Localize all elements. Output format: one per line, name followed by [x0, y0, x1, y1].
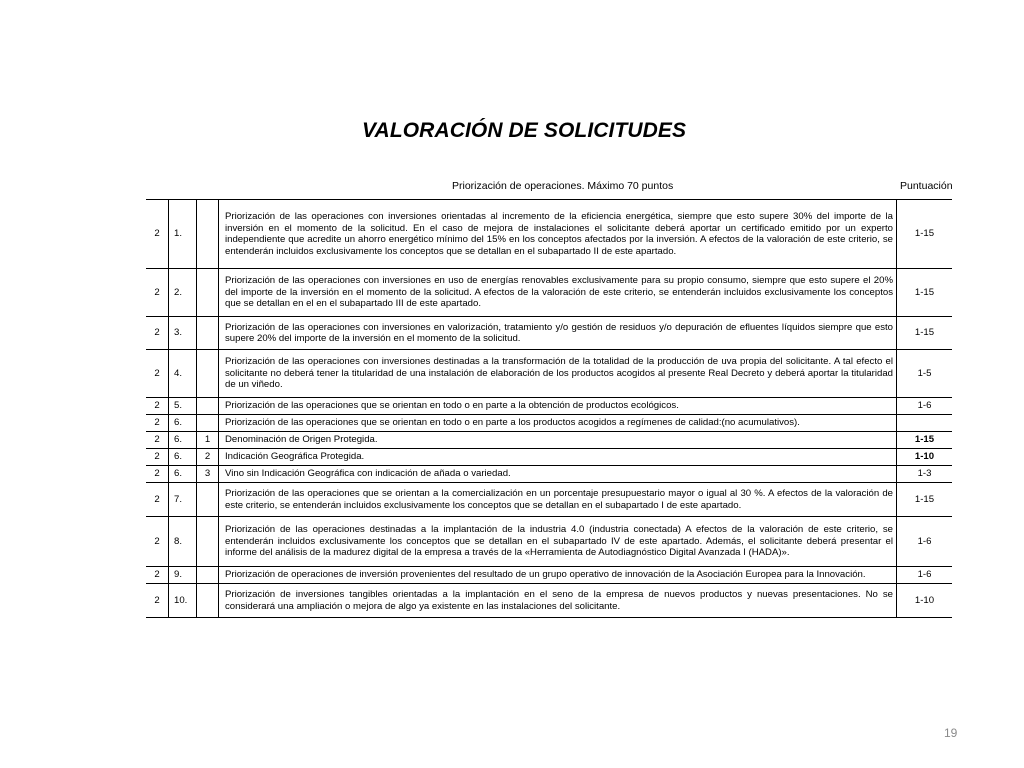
- page-number: 19: [944, 726, 958, 740]
- table-header-score: Puntuación: [900, 180, 953, 192]
- table-row: [146, 432, 952, 449]
- row-number-cell: 2.: [169, 269, 197, 317]
- row-number-cell: 7.: [169, 483, 197, 517]
- row-number-cell: 6.: [169, 415, 197, 432]
- row-level-cell: 2: [146, 517, 169, 567]
- table-row: [146, 269, 952, 317]
- row-number-cell: 8.: [169, 517, 197, 567]
- row-level-cell: 2: [146, 584, 169, 618]
- row-description-cell: Priorización de las operaciones que se orientan en todo o en parte a la obtención de productos ecológicos.: [219, 398, 897, 415]
- row-score-cell: 1-10: [897, 449, 953, 466]
- table-row: [146, 483, 952, 517]
- row-description-cell: Indicación Geográfica Protegida.: [219, 449, 897, 466]
- row-level-cell: 2: [146, 567, 169, 584]
- row-score-cell: 1-15: [897, 269, 953, 317]
- row-subnumber-cell: [197, 415, 219, 432]
- row-number-cell: 3.: [169, 317, 197, 350]
- row-number-cell: 5.: [169, 398, 197, 415]
- row-subnumber-cell: 1: [197, 432, 219, 449]
- row-number-cell: 1.: [169, 200, 197, 269]
- row-description-cell: Vino sin Indicación Geográfica con indicación de añada o variedad.: [219, 466, 897, 483]
- row-level-cell: 2: [146, 317, 169, 350]
- row-subnumber-cell: [197, 584, 219, 618]
- row-description-cell: Priorización de operaciones de inversión provenientes del resultado de un grupo operativo de innovación de la Asociación Europea para la Innovación.: [219, 567, 897, 584]
- table-row: [146, 449, 952, 466]
- row-subnumber-cell: 2: [197, 449, 219, 466]
- row-level-cell: 2: [146, 350, 169, 398]
- row-score-cell: 1-10: [897, 584, 953, 618]
- criteria-table: [146, 199, 952, 618]
- row-subnumber-cell: [197, 317, 219, 350]
- row-description-cell: Priorización de las operaciones con inversiones en valorización, tratamiento y/o gestión de residuos y/o depuración de efluentes líquidos siempre que esto supere 20% del importe de la inversión en el momento de la solicitud.: [219, 317, 897, 350]
- row-subnumber-cell: 3: [197, 466, 219, 483]
- row-score-cell: 1-5: [897, 350, 953, 398]
- row-subnumber-cell: [197, 200, 219, 269]
- table-row: [146, 398, 952, 415]
- table-header-criteria: Priorización de operaciones. Máximo 70 puntos: [452, 180, 674, 192]
- row-number-cell: 4.: [169, 350, 197, 398]
- row-score-cell: 1-15: [897, 317, 953, 350]
- row-level-cell: 2: [146, 449, 169, 466]
- row-score-cell: 1-15: [897, 483, 953, 517]
- row-subnumber-cell: [197, 398, 219, 415]
- row-number-cell: 10.: [169, 584, 197, 618]
- row-description-cell: Priorización de las operaciones con inversiones destinadas a la transformación de la totalidad de la producción de uva propia del solicitante. A tal efecto el solicitante no deberá tener la titularidad de una instalación de elaboración de los productos acogidos al presente Real Decreto y deberá aportar la titularidad de un viñedo.: [219, 350, 897, 398]
- row-level-cell: 2: [146, 432, 169, 449]
- table-row: [146, 584, 952, 618]
- row-score-cell: [897, 415, 953, 432]
- row-number-cell: 6.: [169, 449, 197, 466]
- row-description-cell: Denominación de Origen Protegida.: [219, 432, 897, 449]
- criteria-table-body: [146, 200, 952, 618]
- table-row: [146, 567, 952, 584]
- row-subnumber-cell: [197, 269, 219, 317]
- row-description-cell: Priorización de las operaciones con inversiones en uso de energías renovables exclusivamente para su propio consumo, siempre que esto supere el 20% del importe de la inversión en el momento de la solicitud. A efectos de la valoración de este criterio, se entenderán incluidos exclusivamente los conceptos que se detallan en el en el subapartado III de este apartado.: [219, 269, 897, 317]
- row-score-cell: 1-6: [897, 398, 953, 415]
- row-number-cell: 6.: [169, 432, 197, 449]
- row-description-cell: Priorización de las operaciones que se orientan a la comercialización en un porcentaje presupuestario mayor o igual al 30 %. A efectos de la valoración de este criterio, se entenderán incluidos exclusivamente los conceptos que se detallan en el subapartado I de este apartado.: [219, 483, 897, 517]
- row-level-cell: 2: [146, 398, 169, 415]
- table-row: [146, 200, 952, 269]
- row-number-cell: 9.: [169, 567, 197, 584]
- row-subnumber-cell: [197, 517, 219, 567]
- row-score-cell: 1-15: [897, 200, 953, 269]
- row-score-cell: 1-6: [897, 517, 953, 567]
- row-subnumber-cell: [197, 567, 219, 584]
- row-description-cell: Priorización de inversiones tangibles orientadas a la implantación en el seno de la empresa de nuevos productos y nuevas presentaciones. No se considerará una ampliación o mejora de algo ya existente en las instalaciones del solicitante.: [219, 584, 897, 618]
- table-row: [146, 466, 952, 483]
- row-description-cell: Priorización de las operaciones destinadas a la implantación de la industria 4.0 (industria conectada) A efectos de la valoración de este criterio, se entenderán incluidos exclusivamente los conceptos que se detallan en el subapartado IV de este apartado. Además, el solicitante deberá presentar el informe del análisis de la madurez digital de la empresa a través de la «Herramienta de Autodiagnóstico Digital Avanzada I (HADA)».: [219, 517, 897, 567]
- row-score-cell: 1-3: [897, 466, 953, 483]
- row-number-cell: 6.: [169, 466, 197, 483]
- table-row: [146, 317, 952, 350]
- row-level-cell: 2: [146, 466, 169, 483]
- table-row: [146, 415, 952, 432]
- row-score-cell: 1-6: [897, 567, 953, 584]
- row-level-cell: 2: [146, 200, 169, 269]
- table-row: [146, 350, 952, 398]
- row-level-cell: 2: [146, 415, 169, 432]
- row-level-cell: 2: [146, 269, 169, 317]
- slide-title: VALORACIÓN DE SOLICITUDES: [362, 119, 687, 142]
- row-score-cell: 1-15: [897, 432, 953, 449]
- row-description-cell: Priorización de las operaciones con inversiones orientadas al incremento de la eficiencia energética, siempre que esto supere 30% del importe de la inversión en el momento de la solicitud. En el caso de mejora de instalaciones el solicitante deberá aportar un certificado emitido por un experto independiente que acredite un ahorro energético mínimo del 15% en los conceptos afectados por la inversión. A efectos de la valoración de este criterio, se entenderán incluidos exclusivamente los conceptos que se detallan en el subapartado II de este apartado.: [219, 200, 897, 269]
- row-subnumber-cell: [197, 483, 219, 517]
- table-row: [146, 517, 952, 567]
- row-level-cell: 2: [146, 483, 169, 517]
- row-description-cell: Priorización de las operaciones que se orientan en todo o en parte a los productos acogidos a regímenes de calidad:(no acumulativos).: [219, 415, 897, 432]
- row-subnumber-cell: [197, 350, 219, 398]
